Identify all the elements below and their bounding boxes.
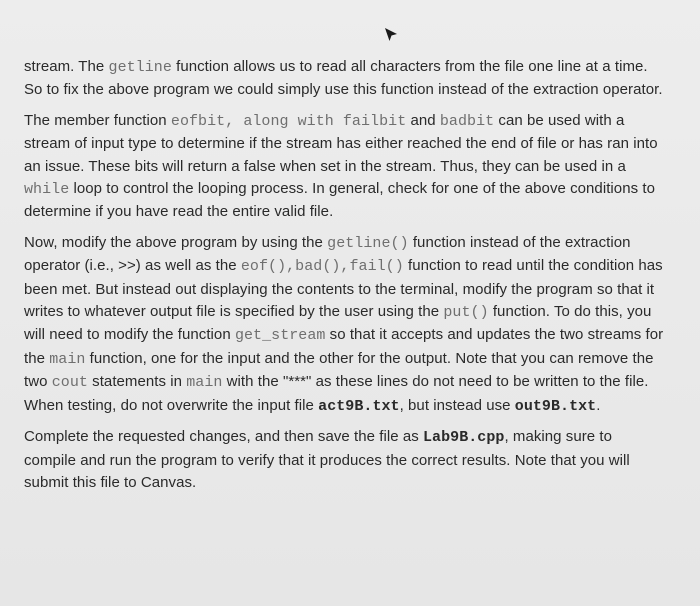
body-text: function instead of the extraction operator (i.e., >>) as well as the	[24, 233, 631, 275]
code-text: main	[186, 374, 223, 392]
body-text: function to read until the condition has been met. But instead out displaying the contents to the terminal, modify the program so that it writes to whatever output file is specified by the user using the	[24, 257, 663, 321]
code-text: getline	[108, 59, 172, 76]
paragraph	[24, 110, 666, 224]
code-text: main	[49, 350, 86, 368]
body-text: function allows us to read all characters from the file one line at a time. So to fix the above program we could simply use this function instead of the extraction operator.	[24, 58, 663, 99]
code-text: eof(),bad(),fail()	[240, 258, 404, 276]
paragraph	[24, 426, 666, 494]
code-text: getline()	[327, 234, 409, 252]
body-text: with the "***" as these lines do not need to be written to the file. When testing, do not overwrite the input file	[24, 373, 649, 414]
body-text: function. To do this, you will need to modify the function	[24, 303, 652, 344]
document-body	[24, 56, 666, 502]
body-text: , but instead use	[399, 396, 515, 414]
filename-text: act9B.txt	[318, 397, 400, 415]
paragraph	[24, 232, 666, 418]
filename-text: out9B.txt	[514, 397, 597, 415]
body-text: The member function	[24, 111, 171, 129]
body-text: loop to control the looping process. In general, check for one of the above conditions to determine if you have read the entire valid file.	[24, 180, 655, 221]
body-text: statements in	[87, 373, 187, 391]
body-text: , making sure to compile and run the program to verify that it produces the correct results. Note that you will submit this file to Canvas.	[24, 428, 630, 491]
body-text: can be used with a stream of input type to determine if the stream has either reached the end of file or has ran into an issue. These bits will return a false when set in the stream. Thus, they can be used in a	[24, 111, 658, 175]
body-text: Complete the requested changes, and then save the file as	[24, 428, 423, 446]
code-text: cout	[51, 374, 88, 392]
mouse-cursor-icon	[382, 26, 400, 44]
code-text: eofbit, along with failbit	[170, 112, 407, 130]
body-text: and	[406, 111, 440, 129]
filename-text: Lab9B.cpp	[423, 429, 505, 447]
body-text: Now, modify the above program by using the	[24, 233, 328, 251]
code-text: badbit	[439, 112, 495, 130]
paragraph	[24, 56, 666, 102]
code-text: put()	[443, 304, 489, 322]
body-text: stream. The	[24, 58, 109, 75]
code-text: while	[24, 181, 70, 199]
body-text: .	[596, 396, 601, 414]
code-text: get_stream	[234, 327, 326, 345]
body-text: function, one for the input and the other for the output. Note that you can remove the two	[24, 349, 654, 391]
body-text: so that it accepts and updates the two streams for the	[24, 326, 664, 367]
